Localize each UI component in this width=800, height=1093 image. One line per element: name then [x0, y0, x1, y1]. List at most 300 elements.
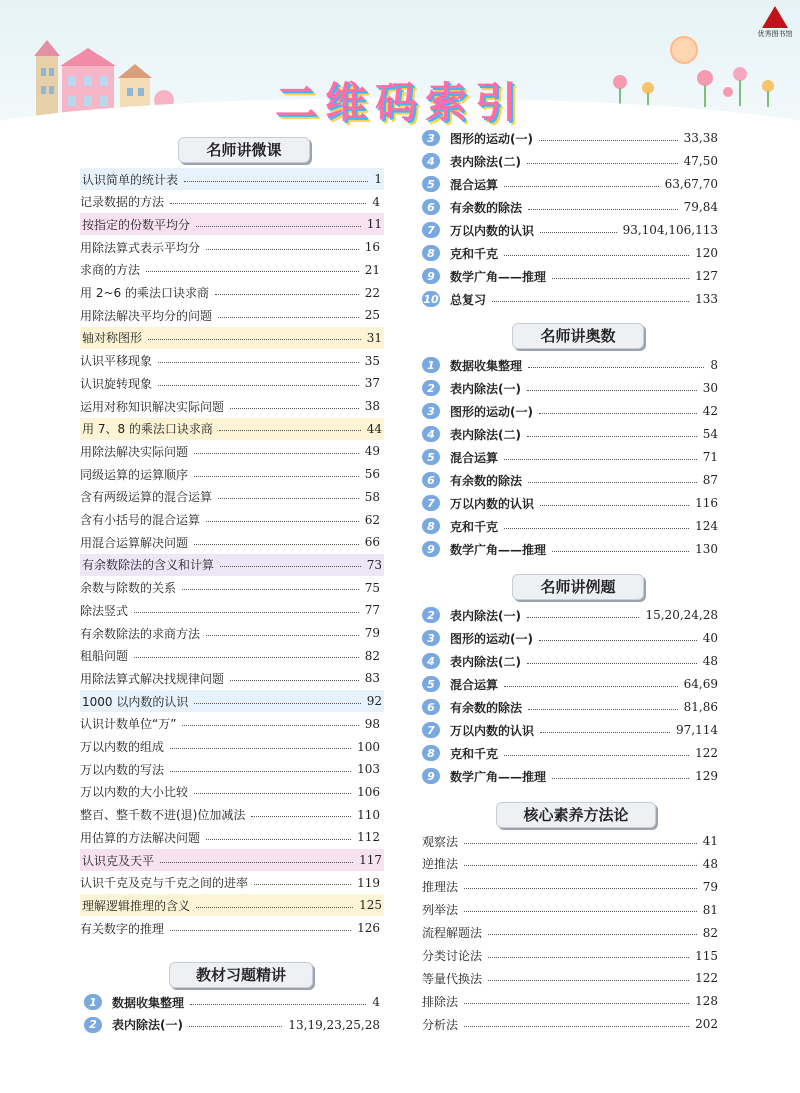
- chapter-number-badge: 4: [422, 426, 440, 442]
- entry-label: 认识简单的统计表: [82, 172, 179, 187]
- leader-dots: [504, 255, 689, 256]
- entry-label: 图形的运动(一): [450, 131, 533, 146]
- page-number: 22: [364, 285, 380, 300]
- page-number: 125: [359, 898, 382, 913]
- page-number: 106: [357, 784, 380, 799]
- entry-label: 万以内数的大小比较: [80, 785, 189, 800]
- page-number: 54: [702, 427, 718, 441]
- entry-label: 表内除法(一): [450, 381, 521, 396]
- leader-dots: [492, 301, 689, 302]
- index-entry[interactable]: [422, 288, 718, 310]
- leader-dots: [552, 551, 689, 552]
- leader-dots: [464, 843, 697, 844]
- index-entry[interactable]: [80, 849, 384, 871]
- leader-dots: [148, 339, 361, 340]
- leader-dots: [189, 1026, 282, 1027]
- index-entry[interactable]: [84, 1014, 380, 1036]
- page-number: 8: [710, 358, 718, 372]
- leader-dots: [206, 249, 359, 250]
- chapter-number-badge: 7: [422, 222, 440, 238]
- section-title: 核心素养方法论: [496, 802, 656, 828]
- leader-dots: [158, 362, 359, 363]
- index-entry[interactable]: [80, 440, 380, 462]
- leader-dots: [182, 589, 359, 590]
- index-entry[interactable]: [80, 713, 380, 735]
- leader-dots: [146, 271, 359, 272]
- index-entry[interactable]: [422, 673, 718, 695]
- chapter-number-badge: 5: [422, 449, 440, 465]
- leader-dots: [134, 657, 359, 658]
- chapter-number-badge: 2: [422, 380, 440, 396]
- entry-label: 数学广角——推理: [450, 269, 547, 284]
- entry-label: 克和千克: [450, 746, 499, 761]
- leader-dots: [504, 755, 689, 756]
- leader-dots: [194, 703, 360, 704]
- page-title: 二维码索引: [274, 78, 525, 127]
- leader-dots: [194, 453, 359, 454]
- index-entry[interactable]: [80, 213, 384, 235]
- index-entry[interactable]: [80, 872, 380, 894]
- page-number: 127: [695, 269, 718, 283]
- index-entry[interactable]: [80, 509, 380, 531]
- leader-dots: [170, 930, 351, 931]
- index-entry[interactable]: [80, 736, 380, 758]
- entry-label: 表内除法(二): [450, 427, 521, 442]
- leader-dots: [488, 980, 689, 981]
- publisher-logo: [754, 6, 796, 40]
- entry-label: 理解逻辑推理的含义: [82, 898, 191, 913]
- index-entry[interactable]: [422, 423, 718, 445]
- entry-label: 克和千克: [450, 519, 499, 534]
- leader-dots: [184, 181, 368, 182]
- leader-dots: [230, 680, 359, 681]
- index-entry[interactable]: [80, 554, 384, 576]
- leader-dots: [540, 505, 689, 506]
- index-entry[interactable]: [80, 690, 384, 712]
- entry-label: 表内除法(二): [450, 154, 521, 169]
- leader-dots: [552, 278, 689, 279]
- page-number: 73: [366, 557, 382, 572]
- index-entry[interactable]: [422, 538, 718, 560]
- index-entry[interactable]: [422, 990, 718, 1012]
- page-number: 122: [695, 971, 718, 986]
- leader-dots: [464, 1003, 689, 1004]
- index-entry[interactable]: [80, 667, 380, 689]
- page-number: 56: [364, 467, 380, 482]
- page-number: 4: [372, 995, 380, 1009]
- index-entry[interactable]: [422, 354, 718, 376]
- page-number: 25: [364, 308, 380, 323]
- entry-label: 数学广角——推理: [450, 542, 547, 557]
- chapter-number-badge: 8: [422, 518, 440, 534]
- page-number: 62: [364, 512, 380, 527]
- page-number: 81,86: [683, 700, 718, 714]
- leader-dots: [540, 732, 670, 733]
- entry-label: 流程解题法: [422, 926, 483, 941]
- page-number: 133: [695, 292, 718, 306]
- index-entry[interactable]: [422, 515, 718, 537]
- leader-dots: [206, 521, 359, 522]
- entry-label: 轴对称图形: [82, 331, 143, 346]
- page-number: 122: [695, 746, 718, 760]
- page-number: 110: [357, 807, 380, 822]
- page-number: 75: [364, 580, 380, 595]
- entry-label: 排除法: [422, 994, 459, 1009]
- chapter-number-badge: 2: [84, 1017, 102, 1033]
- chapter-number-badge: 5: [422, 676, 440, 692]
- page-number: 66: [364, 535, 380, 550]
- index-entry[interactable]: [422, 1013, 718, 1035]
- page-number: 64,69: [683, 677, 718, 691]
- chapter-number-badge: 7: [422, 722, 440, 738]
- flame-icon: [762, 6, 788, 28]
- leader-dots: [504, 459, 697, 460]
- index-entry[interactable]: [422, 876, 718, 898]
- index-entry[interactable]: [80, 894, 384, 916]
- page-number: 116: [695, 496, 718, 510]
- leader-dots: [464, 888, 697, 889]
- page-number: 41: [702, 834, 718, 848]
- entry-label: 有余数除法的含义和计算: [82, 558, 215, 573]
- index-entry[interactable]: [80, 917, 380, 939]
- page-number: 82: [702, 925, 718, 940]
- entry-label: 数学广角——推理: [450, 769, 547, 784]
- chapter-number-badge: 5: [422, 176, 440, 192]
- leader-dots: [170, 771, 351, 772]
- leader-dots: [218, 317, 359, 318]
- entry-label: 分析法: [422, 1017, 459, 1032]
- entry-label: 万以内数的写法: [80, 762, 165, 777]
- page-number: 49: [364, 444, 380, 459]
- index-entry[interactable]: [422, 899, 718, 921]
- leader-dots: [190, 1004, 366, 1005]
- leader-dots: [464, 911, 697, 912]
- leader-dots: [170, 203, 366, 204]
- page-number: 92: [366, 694, 382, 709]
- leader-dots: [528, 209, 678, 210]
- index-entry[interactable]: [422, 604, 718, 626]
- entry-label: 有余数除法的求商方法: [80, 626, 201, 641]
- entry-label: 除法竖式: [80, 603, 129, 618]
- page-number: 71: [702, 450, 718, 464]
- page-number: 82: [364, 648, 380, 663]
- entry-label: 表内除法(一): [450, 608, 521, 623]
- leader-dots: [504, 528, 689, 529]
- entry-label: 用除法解决实际问题: [80, 444, 189, 459]
- entry-label: 观察法: [422, 834, 459, 849]
- entry-label: 有余数的除法: [450, 473, 523, 488]
- index-entry[interactable]: [422, 830, 718, 852]
- entry-label: 用混合运算解决问题: [80, 535, 189, 550]
- leader-dots: [504, 686, 678, 687]
- index-entry[interactable]: [80, 236, 380, 258]
- index-entry[interactable]: [422, 967, 718, 989]
- page-number: 93,104,106,113: [622, 223, 718, 237]
- chapter-number-badge: 3: [422, 130, 440, 146]
- leader-dots: [230, 408, 359, 409]
- index-entry[interactable]: [422, 627, 718, 649]
- index-entry[interactable]: [80, 327, 384, 349]
- leader-dots: [527, 436, 697, 437]
- leader-dots: [218, 498, 359, 499]
- index-entry[interactable]: [80, 372, 380, 394]
- index-entry[interactable]: [80, 826, 380, 848]
- page-number: 119: [357, 875, 380, 890]
- page-number: 79: [702, 879, 718, 894]
- page-number: 128: [695, 994, 718, 1009]
- index-entry[interactable]: [422, 696, 718, 718]
- page-number: 48: [702, 654, 718, 668]
- entry-label: 分类讨论法: [422, 949, 483, 963]
- entry-label: 总复习: [450, 292, 487, 307]
- index-entry[interactable]: [422, 742, 718, 764]
- entry-label: 用除法算式表示平均分: [80, 240, 201, 255]
- chapter-number-badge: 10: [423, 292, 439, 306]
- leader-dots: [194, 476, 359, 477]
- leader-dots: [170, 748, 351, 749]
- leader-dots: [194, 544, 359, 545]
- index-entry[interactable]: [422, 945, 718, 967]
- entry-label: 有余数的除法: [450, 200, 523, 215]
- page-number: 202: [695, 1017, 718, 1032]
- entry-label: 用 7、8 的乘法口诀求商: [82, 422, 213, 437]
- page-number: 37: [364, 376, 380, 391]
- entry-label: 认识克及天平: [82, 853, 155, 868]
- entry-label: 万以内数的认识: [450, 496, 535, 511]
- page-number: 79,84: [683, 200, 718, 214]
- page-number: 98: [364, 716, 380, 731]
- page-number: 63,67,70: [664, 177, 718, 191]
- leader-dots: [540, 232, 617, 233]
- entry-label: 含有两级运算的混合运算: [80, 490, 213, 505]
- entry-label: 余数与除数的关系: [80, 581, 177, 596]
- page-number: 130: [695, 542, 718, 556]
- entry-label: 记录数据的方法: [80, 195, 165, 210]
- page-number: 11: [366, 217, 382, 232]
- page-number: 83: [364, 671, 380, 686]
- entry-label: 用除法解决平均分的问题: [80, 308, 213, 323]
- chapter-number-badge: 9: [422, 541, 440, 557]
- entry-label: 克和千克: [450, 246, 499, 261]
- page-number: 35: [364, 353, 380, 368]
- leader-dots: [196, 907, 353, 908]
- index-entry[interactable]: [80, 781, 380, 803]
- index-entry[interactable]: [80, 304, 380, 326]
- entry-label: 混合运算: [450, 450, 499, 465]
- entry-label: 含有小括号的混合运算: [80, 513, 201, 527]
- entry-label: 图形的运动(一): [450, 404, 533, 419]
- leader-dots: [528, 709, 678, 710]
- chapter-number-badge: 6: [422, 199, 440, 215]
- leader-dots: [488, 934, 697, 935]
- section-title: 名师讲奥数: [512, 323, 644, 349]
- entry-label: 认识千克及克与千克之间的进率: [80, 876, 249, 891]
- page-number: 97,114: [676, 723, 718, 737]
- leader-dots: [196, 226, 361, 227]
- entry-label: 数据收集整理: [112, 995, 185, 1010]
- page-number: 48: [702, 856, 718, 871]
- index-entry[interactable]: [422, 173, 718, 195]
- index-entry[interactable]: [422, 922, 718, 944]
- index-entry[interactable]: [422, 650, 718, 672]
- page-number: 16: [364, 240, 380, 255]
- index-entry[interactable]: [80, 531, 380, 553]
- index-entry[interactable]: [422, 853, 718, 875]
- page-number: 120: [695, 246, 718, 260]
- leader-dots: [215, 294, 359, 295]
- entry-label: 用估算的方法解决问题: [80, 830, 201, 845]
- page-number: 40: [702, 631, 718, 645]
- page-number: 87: [702, 473, 718, 487]
- entry-label: 有关数字的推理: [80, 921, 165, 936]
- page-number: 126: [357, 921, 380, 936]
- index-entry[interactable]: [80, 577, 380, 599]
- index-entry[interactable]: [80, 622, 380, 644]
- leader-dots: [206, 839, 351, 840]
- index-entry[interactable]: [422, 242, 718, 264]
- chapter-number-badge: 4: [422, 653, 440, 669]
- index-entry[interactable]: [422, 400, 718, 422]
- entry-label: 租船问题: [80, 649, 129, 664]
- leader-dots: [219, 430, 361, 431]
- page-number: 117: [359, 853, 382, 867]
- page-number: 112: [357, 830, 380, 845]
- index-entry[interactable]: [422, 377, 718, 399]
- index-entry[interactable]: [422, 127, 718, 149]
- leader-dots: [527, 617, 639, 618]
- leader-dots: [251, 816, 351, 817]
- index-entry[interactable]: [80, 486, 380, 508]
- index-entry[interactable]: [422, 719, 718, 741]
- chapter-number-badge: 1: [84, 994, 102, 1010]
- index-entry[interactable]: [80, 418, 384, 440]
- page-number: 31: [366, 330, 382, 345]
- page-number: 129: [695, 769, 718, 783]
- index-entry[interactable]: [80, 259, 380, 281]
- index-entry[interactable]: [422, 150, 718, 172]
- page-number: 33,38: [683, 131, 718, 145]
- page-number: 1: [374, 172, 382, 186]
- leader-dots: [158, 385, 359, 386]
- entry-label: 用除法算式解决找规律问题: [80, 671, 225, 686]
- leader-dots: [254, 884, 351, 885]
- page-number: 77: [364, 603, 380, 618]
- leader-dots: [527, 663, 697, 664]
- entry-label: 万以内数的认识: [450, 723, 535, 738]
- leader-dots: [504, 186, 659, 187]
- page-number: 100: [357, 739, 380, 754]
- entry-label: 整百、整千数不进(退)位加减法: [80, 808, 246, 823]
- chapter-number-badge: 6: [422, 472, 440, 488]
- entry-label: 用 2~6 的乘法口诀求商: [80, 286, 209, 300]
- entry-label: 认识平移现象: [80, 354, 153, 369]
- page-number: 81: [702, 902, 718, 917]
- entry-label: 混合运算: [450, 177, 499, 192]
- index-entry[interactable]: [422, 469, 718, 491]
- entry-label: 表内除法(一): [112, 1018, 183, 1033]
- index-entry[interactable]: [80, 645, 380, 667]
- entry-label: 等量代换法: [422, 971, 483, 986]
- index-entry[interactable]: [80, 395, 380, 417]
- entry-label: 列举法: [422, 903, 459, 918]
- leader-dots: [182, 725, 358, 726]
- chapter-number-badge: 1: [422, 357, 440, 373]
- entry-label: 运用对称知识解决实际问题: [80, 399, 225, 414]
- page-number: 13,19,23,25,28: [288, 1017, 380, 1032]
- entry-label: 万以内数的认识: [450, 223, 535, 238]
- page-number: 115: [695, 948, 718, 963]
- entry-label: 求商的方法: [80, 263, 141, 278]
- index-entry[interactable]: [422, 265, 718, 287]
- entry-label: 表内除法(二): [450, 654, 521, 669]
- index-entry[interactable]: [422, 765, 718, 787]
- entry-label: 1000 以内数的认识: [82, 694, 189, 709]
- chapter-number-badge: 9: [422, 268, 440, 284]
- entry-label: 认识旋转现象: [80, 376, 153, 391]
- index-entry[interactable]: [80, 350, 380, 372]
- index-entry[interactable]: [80, 599, 380, 621]
- index-entry[interactable]: [80, 804, 380, 826]
- leader-dots: [527, 163, 678, 164]
- logo-text: 优秀图书馆: [757, 30, 793, 38]
- leader-dots: [528, 367, 704, 368]
- index-entry[interactable]: [422, 446, 718, 468]
- chapter-number-badge: 3: [422, 403, 440, 419]
- index-entry[interactable]: [80, 463, 380, 485]
- index-entry[interactable]: [80, 191, 380, 213]
- page-number: 124: [695, 519, 718, 533]
- page-number: 21: [364, 262, 380, 277]
- entry-label: 万以内数的组成: [80, 740, 165, 754]
- entry-label: 图形的运动(一): [450, 631, 533, 646]
- leader-dots: [488, 957, 689, 958]
- index-entry[interactable]: [422, 492, 718, 514]
- leader-dots: [160, 862, 353, 863]
- entry-label: 数据收集整理: [450, 358, 523, 373]
- entry-label: 有余数的除法: [450, 700, 523, 715]
- leader-dots: [220, 566, 361, 567]
- section-title: 名师讲微课: [178, 137, 310, 163]
- leader-dots: [528, 482, 697, 483]
- chapter-number-badge: 9: [422, 768, 440, 784]
- page-number: 30: [702, 381, 718, 395]
- page-number: 58: [364, 489, 380, 504]
- entry-label: 按指定的份数平均分: [82, 217, 191, 232]
- chapter-number-badge: 3: [422, 630, 440, 646]
- leader-dots: [206, 635, 359, 636]
- index-entry[interactable]: [80, 282, 380, 304]
- chapter-number-badge: 2: [422, 607, 440, 623]
- section-title: 教材习题精讲: [169, 962, 313, 988]
- index-entry[interactable]: [422, 196, 718, 218]
- page-number: 42: [702, 404, 718, 418]
- leader-dots: [527, 390, 697, 391]
- index-entry[interactable]: [422, 219, 718, 241]
- index-entry[interactable]: [84, 991, 380, 1013]
- chapter-number-badge: 4: [422, 153, 440, 169]
- leader-dots: [552, 778, 689, 779]
- page-number: 103: [357, 762, 380, 777]
- section-title: 名师讲例题: [512, 574, 644, 600]
- leader-dots: [539, 413, 697, 414]
- chapter-number-badge: 6: [422, 699, 440, 715]
- entry-label: 混合运算: [450, 677, 499, 692]
- page-number: 38: [364, 399, 380, 413]
- page-number: 79: [364, 626, 380, 640]
- chapter-number-badge: 7: [422, 495, 440, 511]
- index-entry[interactable]: [80, 758, 380, 780]
- index-entry[interactable]: [80, 168, 384, 190]
